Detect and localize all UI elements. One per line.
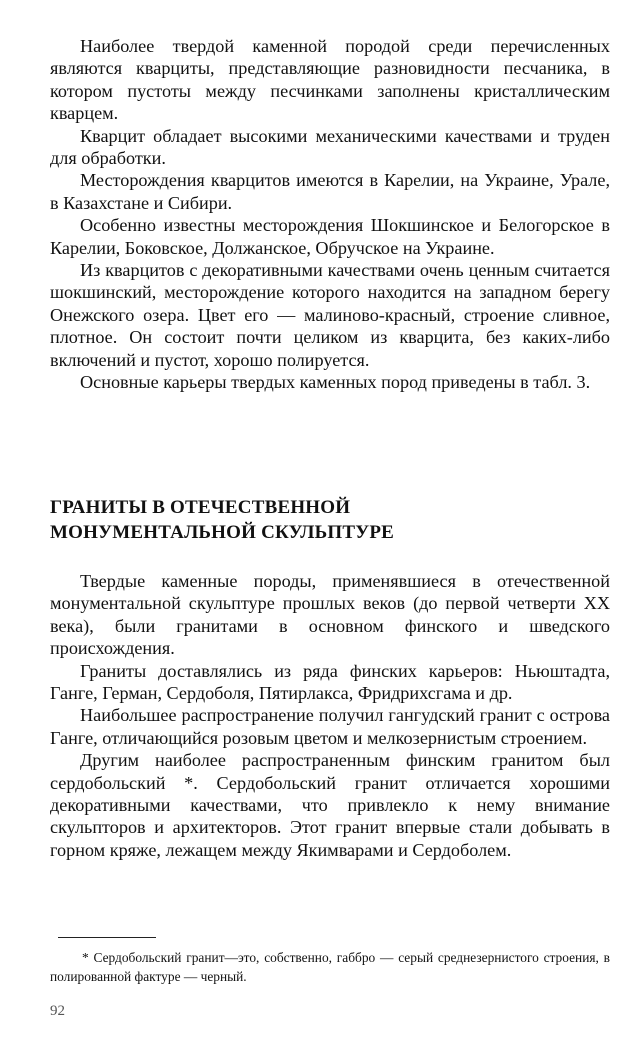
paragraph: Кварцит обладает высокими механическими качествами и труден для обработки. [50,125,610,169]
paragraph: Наиболее твердой каменной породой среди перечисленных являются кварциты, представляющие разновидности песчаника, в котором пустоты между песчинками заполнены кристаллическим кварцем. [50,36,610,124]
paragraph: Из кварцитов с декоративными качествами очень ценным считается шокшинский, месторождение которого находится на западном берегу Онежского озера. Цвет его — малиново-красный, строение сливное, плотное. Он состоит почти целиком из кварцита, без каких-либо включений и пустот, хорошо полируется. [50,260,610,370]
footnote-text: * Сердобольский гранит—это, собственно, габбро — серый среднезернистого строения, в полированной фактуре — черный. [50,950,610,984]
footnote-divider [58,937,156,938]
page-number: 92 [50,1003,65,1019]
section-heading [50,495,610,545]
paragraph: Основные карьеры твердых каменных пород приведены в табл. 3. [80,372,591,393]
quartzite-section [50,35,610,394]
paragraph: Другим наиболее распространенным финским гранитом был сердобольский *. Сердобольский гранит отличается хорошими декоративными качествами, что привлекло к нему внимание скульпторов и архитекторов. Этот гранит впервые стали добывать в горном кряже, лежащем между Якимварами и Сердоболем. [50,750,610,860]
footnote [50,948,610,986]
paragraph: Твердые каменные породы, применявшиеся в отечественной монументальной скульптуре прошлых веков (до первой четверти XX века), были гранитами в основном финского и шведского происхождения. [50,571,610,659]
granite-section [50,570,610,861]
paragraph: Наибольшее распространение получил гангудский гранит с острова Ганге, отличающийся розовым цветом и мелкозернистым строением. [50,705,610,748]
paragraph: Граниты доставлялись из ряда финских карьеров: Ньюштадта, Ганге, Герман, Сердоболя, Пятирлакса, Фридрихсгама и др. [50,660,610,704]
paragraph: Особенно известны месторождения Шокшинское и Белогорское в Карелии, Боковское, Должанское, Обручское на Украине. [50,215,610,258]
section-heading-line-2: МОНУМЕНТАЛЬНОЙ СКУЛЬПТУРЕ [50,522,395,543]
section-heading-line-1: ГРАНИТЫ В ОТЕЧЕСТВЕННОЙ [50,497,351,518]
paragraph: Месторождения кварцитов имеются в Карелии, на Украине, Урале, в Казахстане и Сибири. [50,170,610,213]
